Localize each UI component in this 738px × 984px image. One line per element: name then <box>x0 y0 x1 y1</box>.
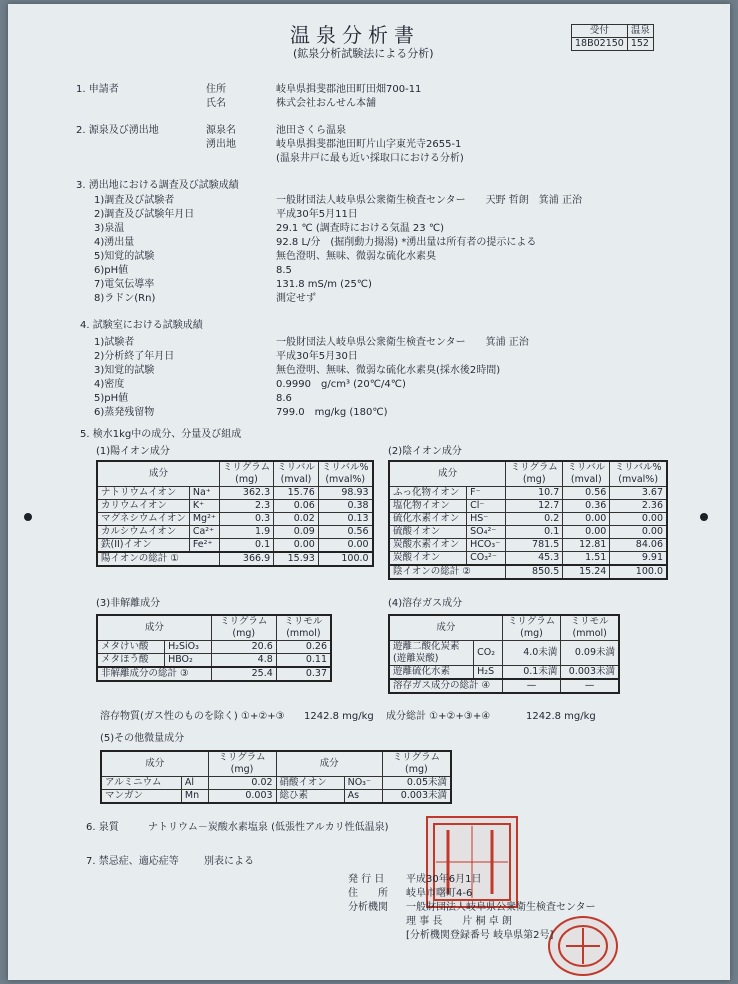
total-row: 陰イオンの総計 ② 850.5 15.24 100.0 <box>389 565 667 579</box>
column-header: ミリバル% (mval%) <box>318 461 372 487</box>
lab-key: 2)分析終了年月日 <box>94 351 175 362</box>
field-value: 無色澄明、無味、微弱な硫化水素臭 <box>276 251 436 262</box>
total-row: 溶存ガス成分の総計 ④ — — <box>389 679 619 693</box>
field-key: 1)調査及び試験者 <box>94 195 175 206</box>
field-value: 92.8 L/分 (掘削動力揚湯) *湧出量は所有者の提示による <box>276 237 537 248</box>
lab-value: 8.6 <box>276 393 292 404</box>
spring-label: 温泉 <box>627 25 653 38</box>
receipt-number: 18B02150 <box>572 38 628 51</box>
trace-table <box>100 750 452 804</box>
column-header: ミリグラム (mg) <box>208 751 276 777</box>
table-row: マンガン Mn 0.003 総ひ素 As 0.003未満 <box>101 790 451 804</box>
punch-hole <box>24 513 32 521</box>
document-subtitle: (鉱泉分析試験法による分析) <box>293 47 434 60</box>
section-7-heading: 7. 禁忌症、適応症等 <box>86 856 179 867</box>
total-row: 非解離成分の総計 ③ 25.4 0.37 <box>97 667 331 681</box>
anion-title: (2)陰イオン成分 <box>388 446 462 457</box>
field-value: 131.8 mS/m (25℃) <box>276 279 372 290</box>
director-name: 理 事 長 片 桐 卓 朗 <box>406 916 512 927</box>
table-row: 遊離硫化水素 H₂S 0.1未満 0.003未満 <box>389 666 619 680</box>
field-value: 平成30年5月11日 <box>276 209 358 220</box>
column-header: ミリモル (mmol) <box>561 615 619 641</box>
sampling-note: (温泉井戸に最も近い採取口における分析) <box>276 153 464 164</box>
section-4-heading: 4. 試験室における試験成績 <box>80 320 203 331</box>
table-row: 炭酸水素イオン HCO₃⁻ 781.5 12.81 84.06 <box>389 539 667 552</box>
table-row: アルミニウム Al 0.02 硝酸イオン NO₃⁻ 0.05未満 <box>101 777 451 790</box>
section-2-heading: 2. 源泉及び湧出地 <box>76 125 159 136</box>
source-label: 源泉名 <box>206 125 236 136</box>
table-row: 遊離二酸化炭素 (遊離炭酸) CO₂ 4.0未満 0.09未満 <box>389 641 619 666</box>
director-seal-stamp <box>548 916 618 976</box>
punch-hole <box>700 513 708 521</box>
spring-number: 152 <box>627 38 653 51</box>
dissolved-gas-table <box>388 614 620 694</box>
field-value: 一般財団法人岐阜県公衆衛生検査センター 天野 哲朗 箕浦 正治 <box>276 195 582 206</box>
table-row: 鉄(II)イオン Fe²⁺ 0.1 0.00 0.00 <box>97 539 373 553</box>
column-header: ミリモル (mmol) <box>276 615 331 641</box>
lab-value: 799.0 mg/kg (180℃) <box>276 407 388 418</box>
field-key: 2)調査及び試験年月日 <box>94 209 195 220</box>
lab-value: 平成30年5月30日 <box>276 351 358 362</box>
document-title: 温泉分析書 <box>290 23 420 47</box>
lab-key: 6)蒸発残留物 <box>94 407 155 418</box>
field-key: 4)湧出量 <box>94 237 135 248</box>
column-header: 成分 <box>101 751 208 777</box>
analysis-document <box>8 4 730 980</box>
field-key: 8)ラドン(Rn) <box>94 293 156 304</box>
field-value: 8.5 <box>276 265 292 276</box>
column-header: 成分 <box>389 615 502 641</box>
nondissociated-table <box>96 614 332 682</box>
dissolved-substances-value: 1242.8 mg/kg <box>304 711 374 722</box>
field-key: 7)電気伝導率 <box>94 279 155 290</box>
column-header: ミリグラム (mg) <box>506 461 563 487</box>
address-label: 住所 <box>206 84 226 95</box>
field-value: 測定せず <box>276 293 316 304</box>
table-row: マグネシウムイオン Mg²⁺ 0.3 0.02 0.13 <box>97 513 373 526</box>
spring-quality: ナトリウム－炭酸水素塩泉 (低張性アルカリ性低温泉) <box>148 822 389 833</box>
table-row: メタけい酸 H₂SiO₃ 20.6 0.26 <box>97 641 331 654</box>
field-key: 6)pH値 <box>94 265 129 276</box>
section-5-heading: 5. 検水1kg中の成分、分量及び組成 <box>80 429 242 440</box>
column-header: 成分 <box>97 461 219 487</box>
column-header: 成分 <box>276 751 382 777</box>
total-row: 陽イオンの総計 ① 366.9 15.93 100.0 <box>97 552 373 566</box>
table-row: カリウムイオン K⁺ 2.3 0.06 0.38 <box>97 500 373 513</box>
lab-key: 5)pH値 <box>94 393 129 404</box>
column-header: 成分 <box>97 615 211 641</box>
total-components-value: 1242.8 mg/kg <box>526 711 596 722</box>
field-value: 29.1 ℃ (調査時における気温 23 ℃) <box>276 223 444 234</box>
field-key: 5)知覚的試験 <box>94 251 155 262</box>
table-row: メタほう酸 HBO₂ 4.8 0.11 <box>97 654 331 668</box>
table-row: 硫酸イオン SO₄²⁻ 0.1 0.00 0.00 <box>389 526 667 539</box>
anion-table <box>388 460 668 580</box>
table-row: ふっ化物イオン F⁻ 10.7 0.56 3.67 <box>389 487 667 500</box>
column-header: ミリグラム (mg) <box>382 751 451 777</box>
name-label: 氏名 <box>206 98 226 109</box>
total-components-label: 成分総計 ①+②+③+④ <box>386 711 491 722</box>
nondissociated-title: (3)非解離成分 <box>96 598 161 609</box>
applicant-name: 株式会社おんせん本舗 <box>276 98 376 109</box>
trace-title: (5)その他微量成分 <box>100 733 185 744</box>
lab-key: 1)試験者 <box>94 337 135 348</box>
dissolved-substances-label: 溶存物質(ガス性のものを除く) ①+②+③ <box>100 711 285 722</box>
cation-table <box>96 460 374 567</box>
lab-value: 無色澄明、無味、微弱な硫化水素臭(採水後2時間) <box>276 365 501 376</box>
location-label: 湧出地 <box>206 139 236 150</box>
section-1-heading: 1. 申請者 <box>76 84 119 95</box>
section-6-heading: 6. 泉質 <box>86 822 119 833</box>
table-row: カルシウムイオン Ca²⁺ 1.9 0.09 0.56 <box>97 526 373 539</box>
analysis-organization: 一般財団法人岐阜県公衆衛生検査センター <box>406 902 596 913</box>
applicant-address: 岐阜県揖斐郡池田町田畑700-11 <box>276 84 422 95</box>
lab-value: 一般財団法人岐阜県公衆衛生検査センター 箕浦 正治 <box>276 337 529 348</box>
footer-address-label: 住 所 <box>348 888 388 899</box>
issue-date-label: 発 行 日 <box>348 874 385 885</box>
cation-title: (1)陽イオン成分 <box>96 446 170 457</box>
section-3-heading: 3. 湧出地における調査及び試験成績 <box>76 180 239 191</box>
table-row: 塩化物イオン Cl⁻ 12.7 0.36 2.36 <box>389 500 667 513</box>
lab-value: 0.9990 g/cm³ (20℃/4℃) <box>276 379 406 390</box>
source-location: 岐阜県揖斐郡池田町片山字東光寺2655-1 <box>276 139 462 150</box>
column-header: ミリグラム (mg) <box>211 615 276 641</box>
table-row: 炭酸イオン CO₃²⁻ 45.3 1.51 9.91 <box>389 552 667 566</box>
registration-number: [分析機関登録番号 岐阜県第2号] <box>406 930 554 941</box>
column-header: ミリバル (mval) <box>563 461 610 487</box>
gas-title: (4)溶存ガス成分 <box>388 598 463 609</box>
field-key: 3)泉温 <box>94 223 125 234</box>
column-header: 成分 <box>389 461 506 487</box>
lab-key: 3)知覚的試験 <box>94 365 155 376</box>
issue-date: 平成30年6月1日 <box>406 874 482 885</box>
source-name: 池田さくら温泉 <box>276 125 346 136</box>
footer-address: 岐阜市曙町4-6 <box>406 888 473 899</box>
lab-key: 4)密度 <box>94 379 125 390</box>
column-header: ミリグラム (mg) <box>502 615 561 641</box>
column-header: ミリバル (mval) <box>274 461 319 487</box>
analysis-org-label: 分析機関 <box>348 902 388 913</box>
table-row: ナトリウムイオン Na⁺ 362.3 15.76 98.93 <box>97 487 373 500</box>
column-header: ミリグラム (mg) <box>219 461 273 487</box>
seal-pattern <box>550 918 616 974</box>
table-row: 硫化水素イオン HS⁻ 0.2 0.00 0.00 <box>389 513 667 526</box>
column-header: ミリバル% (mval%) <box>610 461 667 487</box>
receipt-box <box>571 24 654 51</box>
indications-value: 別表による <box>204 856 254 867</box>
receipt-label: 受付 <box>572 25 628 38</box>
